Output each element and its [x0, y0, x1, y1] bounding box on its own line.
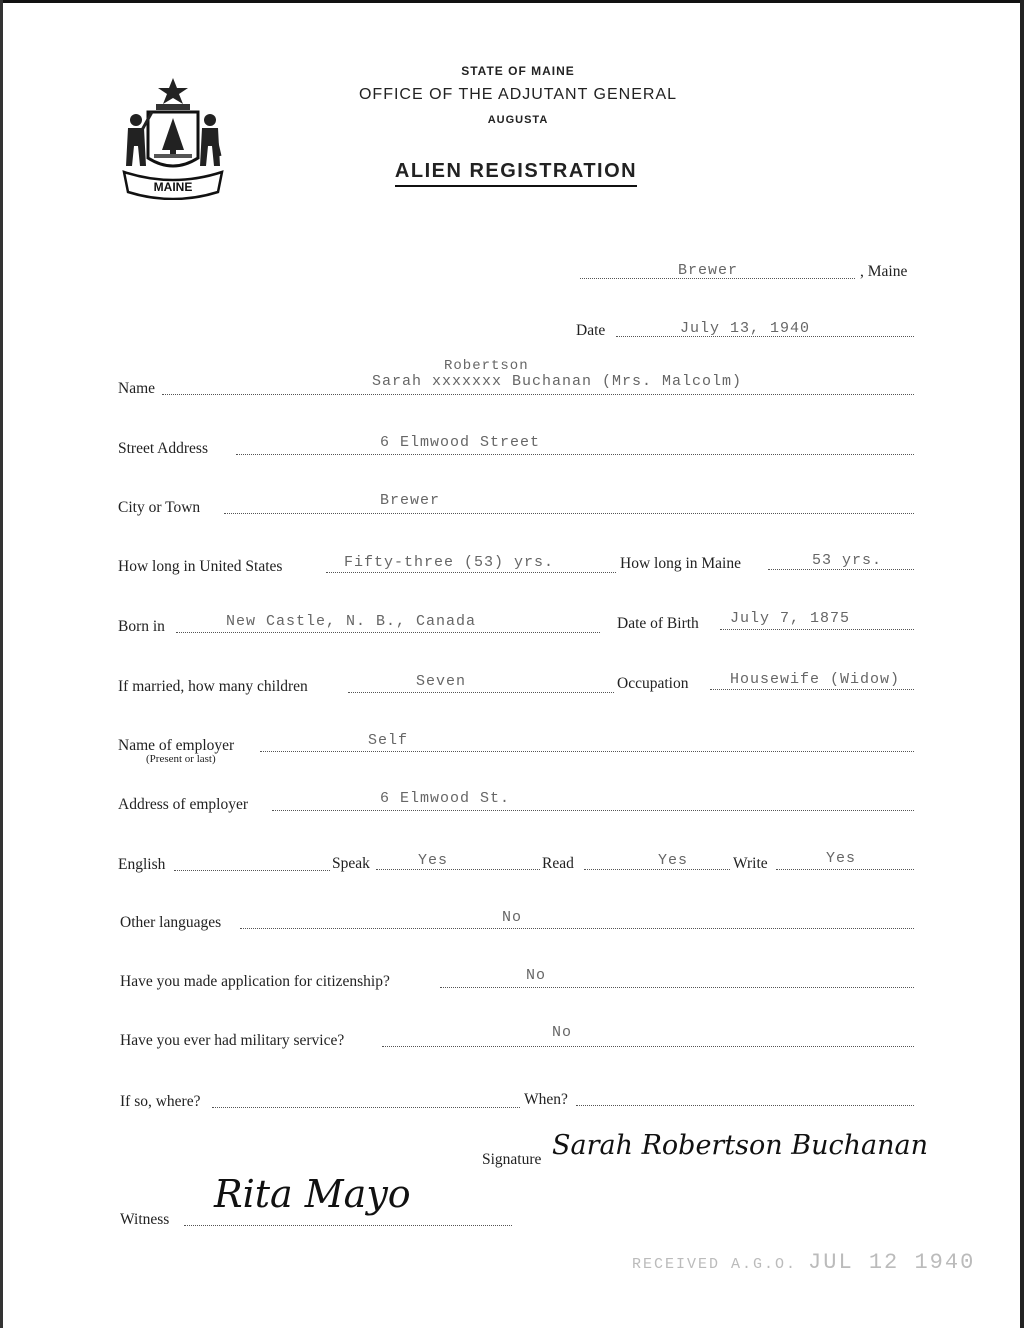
employer-address-label: Address of employer [118, 796, 248, 813]
where-label: If so, where? [120, 1093, 201, 1110]
when-line [576, 1105, 914, 1106]
city-heading: AUGUSTA [487, 114, 549, 126]
read-label: Read [542, 855, 574, 872]
born-line [176, 632, 600, 633]
write-value: Yes [826, 850, 857, 867]
employer-sublabel: (Present or last) [146, 753, 216, 765]
city-label: City or Town [118, 499, 201, 516]
occupation-line [710, 689, 914, 690]
us-duration-label: How long in United States [118, 558, 283, 575]
speak-label: Speak [332, 855, 370, 872]
witness-signature: Rita Mayo [214, 1172, 411, 1216]
place-value: Brewer [678, 262, 739, 279]
city-line [224, 513, 914, 514]
children-line [348, 692, 614, 693]
read-value: Yes [658, 852, 689, 869]
dob-label: Date of Birth [617, 615, 699, 632]
maine-duration-value: 53 yrs. [812, 552, 883, 569]
date-label: Date [576, 322, 606, 339]
english-label: English [118, 856, 166, 873]
employer-address-value: 6 Elmwood St. [380, 790, 511, 807]
name-value: Sarah xxxxxxx Buchanan (Mrs. Malcolm) [372, 373, 743, 390]
citizenship-line [440, 987, 914, 988]
dob-value: July 7, 1875 [730, 610, 851, 627]
other-languages-label: Other languages [120, 914, 222, 931]
us-duration-value: Fifty-three (53) yrs. [344, 554, 555, 571]
employer-line [260, 751, 914, 752]
received-stamp-date: JUL 12 1940 [808, 1250, 976, 1275]
office-heading: OFFICE OF THE ADJUTANT GENERAL [358, 86, 678, 103]
born-label: Born in [118, 618, 165, 635]
city-value: Brewer [380, 492, 441, 509]
where-line [212, 1107, 520, 1108]
witness-label: Witness [120, 1211, 170, 1228]
name-correction: Robertson [444, 358, 529, 374]
military-label: Have you ever had military service? [120, 1032, 345, 1049]
employer-label: Name of employer [118, 737, 235, 754]
street-value: 6 Elmwood Street [380, 434, 541, 451]
born-value: New Castle, N. B., Canada [226, 613, 477, 630]
form-title [4, 160, 1024, 183]
page-border-left [0, 0, 3, 1328]
handwritten-signature: Sarah Robertson Buchanan [552, 1130, 928, 1161]
name-label: Name [118, 380, 156, 397]
received-stamp [632, 1250, 975, 1275]
speak-value: Yes [418, 852, 449, 869]
received-stamp-text: RECEIVED A.G.O. [632, 1256, 798, 1273]
name-line [162, 394, 914, 395]
maine-duration-label: How long in Maine [620, 555, 741, 572]
write-line [776, 869, 914, 870]
write-label: Write [733, 855, 768, 872]
seal-text: MAINE [153, 180, 193, 194]
witness-line [184, 1225, 512, 1226]
page-border-right [1020, 0, 1024, 1328]
when-label: When? [524, 1091, 568, 1108]
street-line [236, 454, 914, 455]
children-label: If married, how many children [118, 678, 308, 695]
state-heading: STATE OF MAINE [461, 64, 575, 78]
employer-address-line [272, 810, 914, 811]
english-line [174, 870, 330, 871]
occupation-value: Housewife (Widow) [730, 671, 901, 688]
citizenship-label: Have you made application for citizenship? [120, 973, 390, 990]
military-line [382, 1046, 914, 1047]
street-label: Street Address [118, 440, 208, 457]
dob-line [720, 629, 914, 630]
employer-value: Self [368, 732, 409, 749]
page-border-top [0, 0, 1024, 3]
speak-line [376, 869, 540, 870]
citizenship-value: No [526, 967, 547, 984]
signature-label: Signature [482, 1151, 542, 1168]
occupation-label: Occupation [617, 675, 689, 692]
us-duration-line [326, 572, 616, 573]
children-value: Seven [416, 673, 467, 690]
maine-duration-line [768, 569, 914, 570]
other-languages-line [240, 928, 914, 929]
place-suffix: , Maine [860, 263, 908, 280]
military-value: No [552, 1024, 573, 1041]
date-value: July 13, 1940 [680, 320, 811, 337]
form-title-text: ALIEN REGISTRATION [395, 160, 637, 187]
read-line [584, 869, 730, 870]
other-languages-value: No [502, 909, 523, 926]
